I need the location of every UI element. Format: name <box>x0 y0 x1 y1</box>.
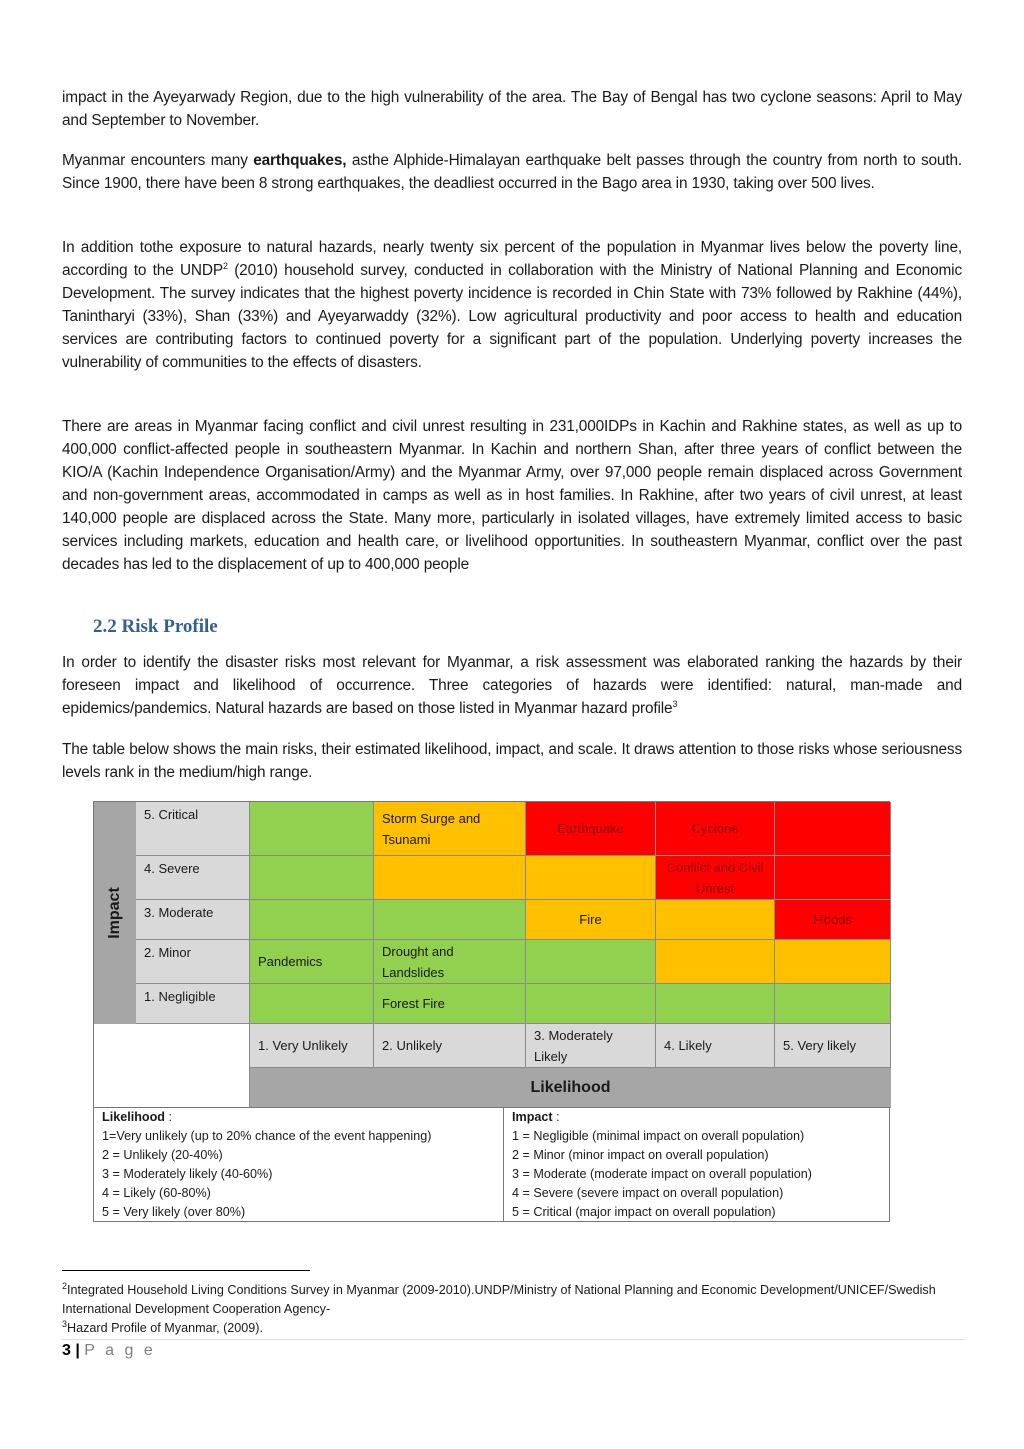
text: In addition tothe exposure to natural hazards, nearly twenty six percent of the population in Myanmar lives below the poverty line, according to the UNDP <box>62 239 962 279</box>
footnote-divider <box>62 1270 310 1271</box>
likelihood-level-label: 5. Very likely <box>775 1024 891 1068</box>
risk-cell <box>526 940 656 984</box>
likelihood-level-label: 1. Very Unlikely <box>250 1024 374 1068</box>
paragraph-cyclone: impact in the Ayeyarwady Region, due to the high vulnerability of the area. The Bay of Bengal has two cyclone seasons: April to May and September to November. <box>62 89 962 129</box>
risk-cell: Storm Surge and Tsunami <box>374 802 526 856</box>
footnote-text: Hazard Profile of Myanmar, (2009). <box>67 1321 263 1335</box>
risk-cell <box>526 856 656 900</box>
legend-title: Likelihood <box>102 1110 165 1124</box>
impact-axis-label <box>94 802 136 1024</box>
legend-item: 2 = Minor (minor impact on overall population) <box>512 1148 769 1162</box>
footnote-number: 2 <box>62 1280 68 1291</box>
risk-cell <box>775 856 891 900</box>
risk-cell: Cyclone <box>656 802 775 856</box>
footnote-3 <box>62 1319 962 1338</box>
risk-cell <box>374 856 526 900</box>
paragraph-risk-assessment <box>62 651 962 720</box>
legend-item: 5 = Critical (major impact on overall population) <box>512 1205 776 1219</box>
impact-axis-text: Impact <box>106 887 124 939</box>
legend-table <box>93 1107 890 1222</box>
page-number-value: 3 <box>62 1342 71 1359</box>
likelihood-level-label: 3. Moderately Likely <box>526 1024 656 1068</box>
bold-text: earthquakes, <box>253 152 347 169</box>
footnote-2 <box>62 1281 962 1319</box>
page-number: 3 | P a g e <box>62 1342 156 1359</box>
text: (2010) household survey, conducted in collaboration with the Ministry of National Planning and Economic Development. The survey indicates that the highest poverty incidence is recorded in Chin State with 73% followed by Rakhine (44%), Tanintharyi (33%), Shan (33%) and Ayeyarwaddy (32%). Low agricultural productivity and poor access to health and education services are contributing factors to continued poverty for a significant part of the population. Underlying poverty increases the vulnerability of communities to the effects of disasters. <box>62 262 962 371</box>
risk-cell: Forest Fire <box>374 984 526 1024</box>
legend-item: 2 = Unlikely (20-40%) <box>102 1148 223 1162</box>
risk-cell <box>250 802 374 856</box>
risk-cell: Floods <box>775 900 891 940</box>
paragraph-conflict: There are areas in Myanmar facing conflict and civil unrest resulting in 231,000IDPs in Kachin and Rakhine states, as well as up to 400,000 conflict-affected people in southeastern Myanmar. In Kachin and northern Shan, after three years of conflict between the KIO/A (Kachin Independence Organisation/Army) and the Myanmar Army, over 97,000 people remain displaced across Government and non-government areas, accommodated in camps as well as in host families. In Rakhine, after two years of civil unrest, at least 140,000 people are displaced across the State. Many more, particularly in isolated villages, have extremely limited access to basic services including markets, education and health care, or livelihood opportunities. In southeastern Myanmar, conflict over the past decades has led to the displacement of up to 400,000 people <box>62 418 962 573</box>
risk-cell: Drought and Landslides <box>374 940 526 984</box>
section-heading: 2.2 Risk Profile <box>93 616 218 637</box>
legend-impact: Impact : 1 = Negligible (minimal impact on overall population) 2 = Minor (minor impact on overall population) 3 = Moderate (moderate impact on overall population) 4 = Severe (severe impact on overall population) 5 = Critical (major impact on overall population) <box>504 1108 820 1221</box>
risk-cell <box>656 900 775 940</box>
likelihood-axis-label: Likelihood <box>250 1068 891 1108</box>
risk-cell <box>250 856 374 900</box>
impact-level-label: 2. Minor <box>136 940 250 984</box>
text: Myanmar encounters many <box>62 152 254 169</box>
impact-level-label: 1. Negligible <box>136 984 250 1024</box>
text: In order to identify the disaster risks most relevant for Myanmar, a risk assessment was elaborated ranking the hazards by their foreseen impact and likelihood of occurrence. Three categories of hazards were identified: natural, man-made and epidemics/pandemics. Natural hazards are based on those listed in Myanmar hazard profile <box>62 654 962 717</box>
footnote-ref[interactable]: 2 <box>222 260 228 271</box>
risk-cell <box>250 984 374 1024</box>
legend-item: 4 = Likely (60-80%) <box>102 1186 211 1200</box>
page-label: P a g e <box>84 1342 156 1359</box>
risk-cell <box>374 900 526 940</box>
legend-item: 3 = Moderate (moderate impact on overall population) <box>512 1167 812 1181</box>
legend-title: Impact <box>512 1110 553 1124</box>
legend-item: 3 = Moderately likely (40-60%) <box>102 1167 273 1181</box>
likelihood-level-label: 4. Likely <box>656 1024 775 1068</box>
risk-cell <box>526 984 656 1024</box>
footnote-number: 3 <box>62 1318 68 1329</box>
risk-cell: Conflict and Civil Unrest <box>656 856 775 900</box>
legend-item: 4 = Severe (severe impact on overall population) <box>512 1186 784 1200</box>
paragraph-earthquakes <box>62 149 962 195</box>
risk-cell <box>656 984 775 1024</box>
impact-level-label: 4. Severe <box>136 856 250 900</box>
empty-corner <box>94 1024 250 1108</box>
risk-cell: Pandemics <box>250 940 374 984</box>
risk-cell <box>775 984 891 1024</box>
risk-matrix <box>93 801 890 1107</box>
risk-cell <box>656 940 775 984</box>
legend-likelihood: Likelihood : 1=Very unlikely (up to 20% chance of the event happening) 2 = Unlikely (20-40%) 3 = Moderately likely (40-60%) 4 = Likely (60-80%) 5 = Very likely (over 80%) <box>94 1108 504 1221</box>
paragraph-table-intro: The table below shows the main risks, their estimated likelihood, impact, and scale. It draws attention to those risks whose seriousness levels rank in the medium/high range. <box>62 741 962 781</box>
legend-item: 1=Very unlikely (up to 20% chance of the event happening) <box>102 1129 432 1143</box>
paragraph-poverty <box>62 236 962 374</box>
risk-cell <box>775 940 891 984</box>
footnote-text: Integrated Household Living Conditions Survey in Myanmar (2009-2010).UNDP/Ministry of National Planning and Economic Development/UNICEF/Swedish International Development Cooperation Agency- <box>62 1283 936 1316</box>
risk-cell <box>250 900 374 940</box>
risk-cell: Fire <box>526 900 656 940</box>
impact-level-label: 5. Critical <box>136 802 250 856</box>
text: asthe Alphide-Himalayan earthquake belt passes through the country from north to south. Since 1900, there have been 8 strong earthquakes, the deadliest occurred in the Bago area in 1930, taking over 500 lives. <box>62 152 962 192</box>
legend-item: 1 = Negligible (minimal impact on overall population) <box>512 1129 805 1143</box>
impact-level-label: 3. Moderate <box>136 900 250 940</box>
likelihood-level-label: 2. Unlikely <box>374 1024 526 1068</box>
page-divider <box>62 1339 965 1340</box>
legend-item: 5 = Very likely (over 80%) <box>102 1205 246 1219</box>
footnote-ref[interactable]: 3 <box>672 698 678 709</box>
risk-cell <box>775 802 891 856</box>
risk-cell: Earthquake <box>526 802 656 856</box>
